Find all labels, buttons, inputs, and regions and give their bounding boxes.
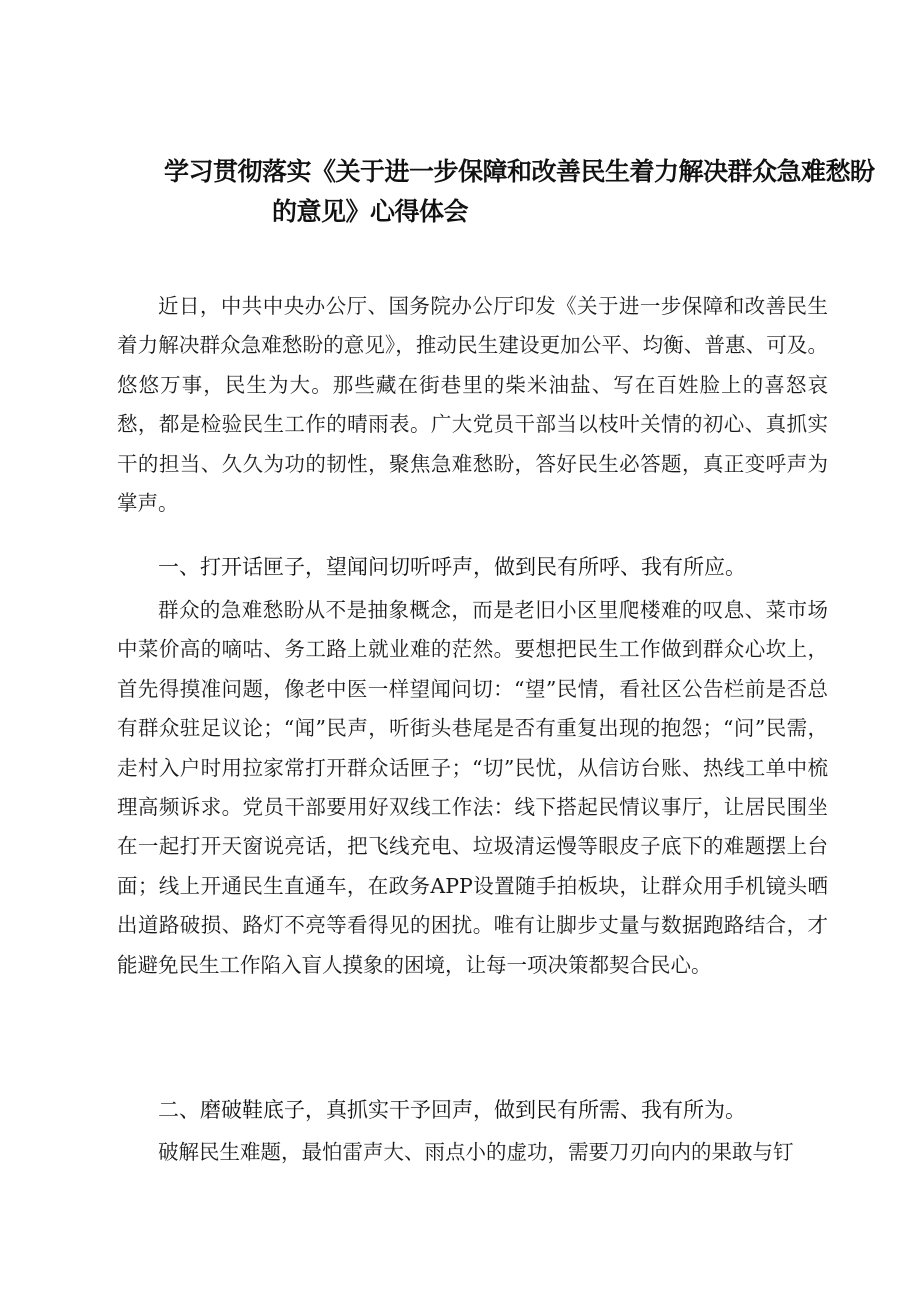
section-1-heading: 一、打开话匣子，望闻问切听呼声，做到民有所呼、我有所应。 bbox=[158, 555, 746, 579]
document-title bbox=[0, 152, 920, 232]
section-2-paragraph: 破解民生难题，最怕雷声大、雨点小的虚功，需要刀刃向内的果敢与钉 bbox=[158, 1140, 794, 1164]
title-line-1: 学习贯彻落实《关于进一步保障和改善民生着力解决群众急难愁盼 bbox=[164, 157, 875, 186]
title-line-2: 的意见》心得体会 bbox=[272, 197, 469, 226]
section-2-heading: 二、磨破鞋底子，真抓实干予回声，做到民有所需、我有所为。 bbox=[158, 1098, 746, 1122]
section-1-paragraph: 群众的急难愁盼从不是抽象概念，而是老旧小区里爬楼难的叹息、菜市场中菜价高的嘀咕、务工路上就业难的茫然。要想把民生工作做到群众心坎上，首先得摸准问题，像老中医一样望闻问切：“望”民情，看社区公告栏前是否总有群众驻足议论；“闻”民声，听街头巷尾是否有重复出现的抱怨；“问”民需，走村入户时用拉家常打开群众话匣子；“切”民忧，从信访台账、热线工单中梳理高频诉求。党员干部要用好双线工作法：线下搭起民情议事厅，让居民围坐在一起打开天窗说亮话，把飞线充电、垃圾清运慢等眼皮子底下的难题摆上台面；线上开通民生直通车，在政务APP设置随手拍板块，让群众用手机镜头晒出道路破损、路灯不亮等看得见的困扰。唯有让脚步丈量与数据跑路结合，才能避免民生工作陷入盲人摸象的困境，让每一项决策都契合民心。 bbox=[117, 598, 828, 977]
intro-paragraph: 近日，中共中央办公厅、国务院办公厅印发《关于进一步保障和改善民生着力解决群众急难愁盼的意见》，推动民生建设更加公平、均衡、普惠、可及。悠悠万事，民生为大。那些藏在街巷里的柴米油盐、写在百姓脸上的喜怒哀愁，都是检验民生工作的晴雨表。广大党员干部当以枝叶关情的初心、真抓实干的担当、久久为功的韧性，聚焦急难愁盼，答好民生必答题，真正变呼声为掌声。 bbox=[117, 294, 828, 516]
